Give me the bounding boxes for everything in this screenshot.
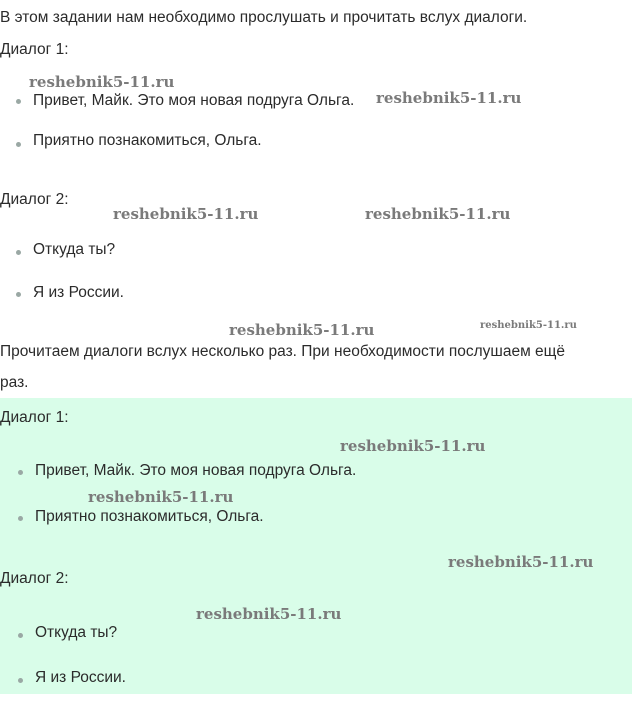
watermark: reshebnik5-11.ru xyxy=(29,73,175,91)
watermark: reshebnik5-11.ru xyxy=(88,488,234,506)
dialog2-line-1-repeat: Откуда ты? xyxy=(35,624,118,641)
watermark: reshebnik5-11.ru xyxy=(229,321,375,339)
watermark: reshebnik5-11.ru xyxy=(480,320,577,331)
watermark: reshebnik5-11.ru xyxy=(113,205,259,223)
dialog1-line-1: Привет, Майк. Это моя новая подруга Ольга. xyxy=(33,92,355,109)
dialog2-title-repeat: Диалог 2: xyxy=(0,570,69,587)
watermark: reshebnik5-11.ru xyxy=(376,89,522,107)
watermark: reshebnik5-11.ru xyxy=(365,205,511,223)
instruction-line-1: Прочитаем диалоги вслух несколько раз. При необходимости послушаем ещё xyxy=(0,343,566,360)
list-bullet xyxy=(18,633,23,638)
watermark: reshebnik5-11.ru xyxy=(196,605,342,623)
list-bullet xyxy=(16,99,21,104)
dialog2-line-1: Откуда ты? xyxy=(33,241,116,258)
watermark: reshebnik5-11.ru xyxy=(448,553,594,571)
dialog1-line-2-repeat: Приятно познакомиться, Ольга. xyxy=(35,508,264,525)
list-bullet xyxy=(16,292,21,297)
dialog1-line-2: Приятно познакомиться, Ольга. xyxy=(33,132,262,149)
list-bullet xyxy=(18,516,23,521)
list-bullet xyxy=(16,250,21,255)
instruction-line-2: раз. xyxy=(0,374,29,391)
dialog2-title: Диалог 2: xyxy=(0,191,69,208)
watermark: reshebnik5-11.ru xyxy=(340,437,486,455)
dialog2-line-2: Я из России. xyxy=(33,284,124,301)
dialog1-title-repeat: Диалог 1: xyxy=(0,409,69,426)
dialog2-line-2-repeat: Я из России. xyxy=(35,669,126,686)
intro-text: В этом задании нам необходимо прослушать и прочитать вслух диалоги. xyxy=(0,9,528,26)
dialog1-title: Диалог 1: xyxy=(0,41,69,58)
list-bullet xyxy=(18,678,23,683)
highlighted-block xyxy=(0,398,632,694)
list-bullet xyxy=(16,142,21,147)
dialog1-line-1-repeat: Привет, Майк. Это моя новая подруга Ольга. xyxy=(35,462,357,479)
list-bullet xyxy=(18,470,23,475)
